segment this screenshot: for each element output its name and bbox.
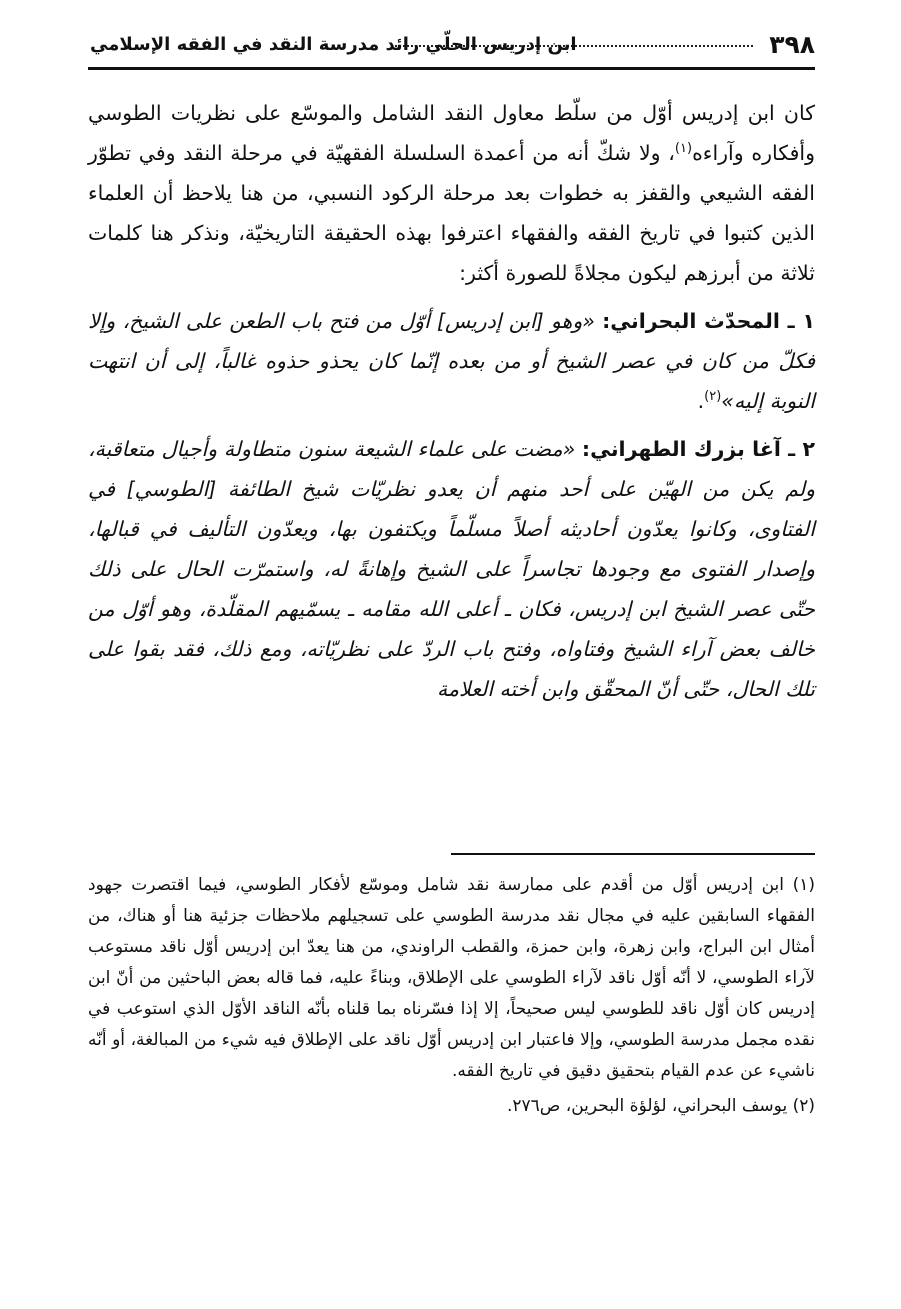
intro-text: كان ابن إدريس أوّل من سلّط معاول النقد الشامل والموسّع على نظريات الطوسي وأفكاره وآراءه (88, 101, 815, 165)
footnotes (88, 870, 815, 1126)
intro-paragraph (88, 93, 815, 293)
item1-end: . (697, 389, 705, 413)
item1-quote: «وهو [ابن إدريس] أوّل من فتح باب الطعن على الشيخ، وإلا فكلّ من كان في عصر الشيخ أو من بعده إنّما كان يحذو حذوه غالباً، إلى أن انتهت النوبة إليه» (88, 309, 815, 413)
footnote-separator (451, 853, 815, 855)
main-text (88, 93, 815, 709)
footnote-ref-1: (١) (674, 141, 693, 157)
running-title: ابن إدريس الحلّي رائد مدرسة النقد في الفقه الإسلامي (90, 34, 577, 55)
quote-item-2 (88, 429, 815, 709)
item2-quote: «مضت على علماء الشيعة سنون متطاولة وأجيال متعاقبة، ولم يكن من الهيّن على أحد منهم أن يعدو نظريّات شيخ الطائفة [الطوسي] في الفتاوى، وكانوا يعدّون أحاديثه أصلاً مسلّماً ويكتفون بها، ويعدّون التأليف في قبالها، وإصدار الفتوى مع وجودها تجاسراً على الشيخ وإهانةً له، واستمرّت الحال على ذلك حتّى عصر الشيخ ابن إدريس، فكان ـ أعلى الله مقامه ـ يسمّيهم المقلّدة، وهو أوّل من خالف بعض آراء الشيخ وفتاواه، وفتح باب الردّ على نظريّاته، ومع ذلك، فقد بقوا على تلك الحال، حتّى أنّ المحقّق وابن أخته العلامة (88, 437, 815, 701)
header-rule (88, 67, 815, 70)
intro-text-continued: ، ولا شكّ أنه من أعمدة السلسلة الفقهيّة في مرحلة النقد وفي تطوّر الفقه الشيعي والقفز به خطوات بعد مرحلة الركود النسبي، من هنا يلاحظ أن العلماء الذين كتبوا في تاريخ الفقه والفقهاء اعترفوا بهذه الحقيقة التاريخيّة، ونذكر هنا كلمات ثلاثة من أبرزهم ليكون مجلاةً للصورة أكثر: (88, 141, 815, 285)
page-header (90, 30, 815, 64)
quote-item-1 (88, 301, 815, 421)
footnote-ref-2: (٢) (704, 389, 722, 405)
footnote-2: (٢) يوسف البحراني، لؤلؤة البحرين، ص٢٧٦. (506, 1096, 815, 1116)
item2-heading: ٢ ـ آغا بزرك الطهراني: (581, 437, 815, 461)
page-number: ٣٩٨ (769, 30, 815, 59)
item1-heading: ١ ـ المحدّث البحراني: (602, 309, 815, 333)
footnote-1: (١) ابن إدريس أوّل من أقدم على ممارسة نقد شامل وموسّع لأفكار الطوسي، فيما اقتصرت جهود الفقهاء السابقين عليه في مجال نقد مدرسة الطوسي على تسجيلهم ملاحظات جزئية هنا أو هناك، من أمثال ابن البراج، وابن زهرة، وابن حمزة، والقطب الراوندي، من هنا يعدّ ابن إدريس أوّل ناقد مستوعب لآراء الطوسي، لا أنّه أوّل ناقد لآراء الطوسي على الإطلاق، وبناءً عليه، فما قاله بعض الباحثين من أنّ ابن إدريس كان أوّل ناقد للطوسي ليس صحيحاً، إلا إذا فسّرناه بما قلناه بأنّه الناقد الأوّل الذي استوعب في نقده مجمل مدرسة الطوسي، وإلا فاعتبار ابن إدريس أوّل ناقد على الإطلاق فيه شيء من المبالغة، أو أنّه ناشيء عن عدم القيام بتحقيق دقيق في تاريخ الفقه. (88, 875, 815, 1081)
